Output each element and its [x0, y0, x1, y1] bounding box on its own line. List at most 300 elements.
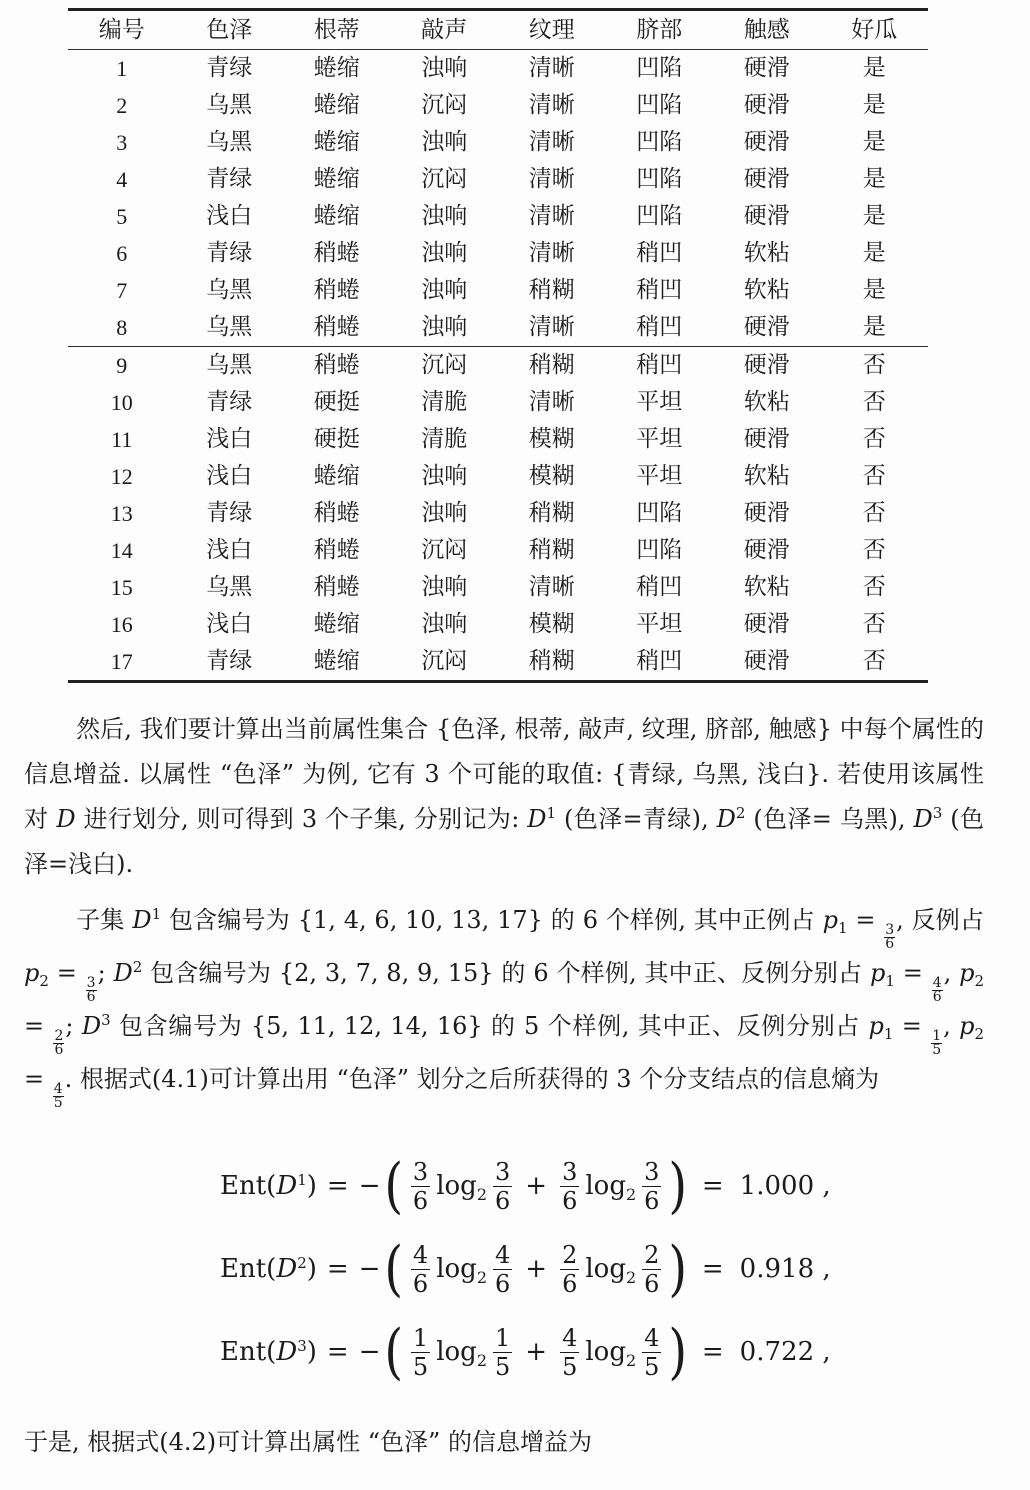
inline-fraction: [53, 1030, 64, 1057]
cell-good: 否: [862, 389, 886, 415]
ent-close: ): [306, 1171, 317, 1201]
cell-sound: 浊响: [421, 314, 468, 340]
denominator: 6: [562, 1186, 578, 1215]
cell-color: 青绿: [206, 240, 253, 266]
table-row: [68, 643, 928, 682]
text-segment: 然后, 我们要计算出当前属性集合 {色泽, 根蒂, 敲声, 纹理, 脐部, 触感} 中每个属性的信息增益. 以属性 “色泽” 为例, 它有 3 个可能的取值: {青绿, 乌黑, 浅白}. 若使用该属性对: [24, 715, 984, 833]
cell-root: 蜷缩: [313, 648, 360, 674]
cell-root: 稍蜷: [313, 537, 360, 563]
text-segment: (色泽=青绿),: [556, 805, 717, 833]
equals: =: [847, 906, 884, 934]
cell-navel: 凹陷: [636, 129, 683, 155]
table-row: [68, 161, 928, 198]
cell-color: 浅白: [206, 426, 253, 452]
numerator: 4: [412, 1240, 429, 1269]
equals: =: [701, 1254, 724, 1284]
math-p2: p: [959, 1012, 975, 1040]
fraction: [642, 1241, 661, 1298]
table-row: [68, 87, 928, 124]
ent-func: Ent(: [220, 1171, 277, 1201]
equation-lhs: [220, 1171, 317, 1201]
cell-touch: 软粘: [743, 574, 790, 600]
numerator: 4: [562, 1323, 578, 1352]
math-D2: D: [113, 959, 133, 987]
text-segment: 进行划分, 则可得到 3 个子集, 分别记为:: [75, 805, 528, 833]
fraction: [560, 1158, 579, 1215]
cell-good: 是: [862, 92, 886, 118]
cell-id: 7: [116, 278, 128, 303]
equals: =: [24, 1065, 52, 1093]
cell-navel: 凹陷: [636, 92, 683, 118]
cell-texture: 稍糊: [528, 500, 575, 526]
denominator: 6: [885, 936, 895, 952]
equals: =: [893, 1012, 931, 1040]
denominator: 5: [53, 1095, 63, 1111]
cell-id: 2: [116, 93, 128, 118]
math-p2: p: [24, 959, 40, 987]
subscript: 2: [974, 972, 984, 990]
cell-touch: 硬滑: [743, 648, 790, 674]
cell-navel: 平坦: [636, 611, 683, 637]
text-segment: . 根据式(4.1)可计算出用 “色泽” 划分之后所获得的 3 个分支结点的信息熵为: [64, 1065, 880, 1093]
cell-sound: 浊响: [421, 463, 468, 489]
header-good: 好瓜: [851, 16, 898, 43]
subscript: 2: [974, 1025, 984, 1043]
cell-sound: 清脆: [421, 426, 468, 452]
cell-color: 青绿: [206, 648, 253, 674]
cell-good: 否: [862, 352, 886, 378]
cell-color: 乌黑: [206, 352, 253, 378]
cell-id: 6: [116, 241, 128, 266]
cell-good: 否: [862, 574, 886, 600]
numerator: 3: [86, 975, 96, 991]
log-text: log: [436, 1254, 477, 1284]
denominator: 5: [932, 1042, 942, 1058]
log-operator: [585, 1337, 637, 1370]
cell-root: 蜷缩: [313, 611, 360, 637]
ent-func: Ent(: [220, 1337, 277, 1367]
subscript: 1: [883, 1025, 894, 1043]
table-row: [68, 272, 928, 309]
paragraph-gain: [24, 1420, 984, 1465]
cell-good: 否: [862, 648, 886, 674]
cell-good: 是: [862, 203, 886, 229]
cell-touch: 硬滑: [743, 203, 790, 229]
equals: =: [326, 1337, 349, 1367]
log-operator: [585, 1254, 637, 1287]
cell-id: 4: [116, 167, 128, 192]
cell-sound: 沉闷: [421, 648, 468, 674]
math-D1: D: [132, 906, 152, 934]
cell-good: 是: [862, 55, 886, 81]
log-operator: [436, 1171, 487, 1204]
table-row: [68, 198, 928, 235]
cell-touch: 硬滑: [743, 55, 790, 81]
cell-sound: 浊响: [421, 129, 468, 155]
fraction: [411, 1241, 430, 1298]
ent-close: ): [306, 1254, 317, 1284]
fraction: [493, 1158, 512, 1215]
math-D2: D: [716, 805, 736, 833]
cell-color: 乌黑: [206, 314, 253, 340]
cell-color: 青绿: [206, 55, 253, 81]
numerator: 3: [644, 1157, 660, 1186]
cell-id: 9: [116, 353, 128, 378]
cell-texture: 清晰: [528, 55, 575, 81]
cell-id: 8: [116, 315, 128, 340]
superscript: 1: [546, 804, 557, 822]
cell-root: 蜷缩: [313, 203, 360, 229]
cell-root: 蜷缩: [313, 55, 360, 81]
header-sound: 敲声: [421, 16, 468, 43]
equals: =: [48, 959, 85, 987]
text-segment: (色泽=浅白).: [24, 805, 984, 878]
denominator: 5: [562, 1352, 578, 1381]
denominator: 6: [412, 1186, 429, 1215]
cell-touch: 硬滑: [743, 537, 790, 563]
table-row: [68, 384, 928, 421]
cell-navel: 平坦: [636, 463, 683, 489]
header-root: 根蒂: [313, 16, 360, 43]
numerator: 4: [644, 1323, 660, 1352]
left-paren: (: [384, 1234, 404, 1304]
log-operator: [436, 1254, 487, 1287]
denominator: 6: [412, 1269, 429, 1298]
right-paren: ): [668, 1234, 688, 1304]
log-base: 2: [476, 1185, 487, 1204]
cell-root: 稍蜷: [313, 277, 360, 303]
minus-sign: −: [358, 1254, 381, 1284]
header-color: 色泽: [206, 16, 253, 43]
math-p1: p: [822, 906, 838, 934]
header-touch: 触感: [743, 16, 790, 43]
left-paren: (: [384, 1317, 404, 1387]
cell-good: 否: [862, 611, 886, 637]
plus-sign: +: [525, 1254, 548, 1284]
table-row: [68, 50, 928, 88]
cell-root: 蜷缩: [313, 166, 360, 192]
log-text: log: [585, 1171, 626, 1201]
fraction: [642, 1324, 661, 1381]
cell-root: 蜷缩: [313, 463, 360, 489]
text-segment: 包含编号为 {1, 4, 6, 10, 13, 17} 的 6 个样例, 其中正例占: [161, 906, 823, 934]
fraction: [411, 1324, 430, 1381]
text-segment: ;: [97, 959, 114, 987]
cell-id: 13: [110, 501, 133, 526]
superscript: 3: [297, 1337, 307, 1355]
cell-root: 稍蜷: [313, 314, 360, 340]
cell-color: 乌黑: [206, 129, 253, 155]
cell-color: 浅白: [206, 463, 253, 489]
cell-sound: 沉闷: [421, 537, 468, 563]
cell-sound: 浊响: [421, 203, 468, 229]
cell-color: 青绿: [206, 166, 253, 192]
table-row: [68, 495, 928, 532]
cell-id: 1: [116, 56, 128, 81]
numerator: 1: [495, 1323, 511, 1352]
cell-navel: 凹陷: [636, 55, 683, 81]
equals: =: [326, 1254, 349, 1284]
cell-root: 蜷缩: [313, 92, 360, 118]
cell-texture: 稍糊: [528, 648, 575, 674]
denominator: 6: [86, 989, 96, 1005]
numerator: 4: [495, 1240, 511, 1269]
equals: =: [701, 1337, 724, 1367]
entropy-equation: [220, 1150, 831, 1222]
cell-texture: 稍糊: [528, 352, 575, 378]
math-D1: D: [527, 805, 547, 833]
superscript: 3: [101, 1011, 111, 1029]
cell-texture: 清晰: [528, 203, 575, 229]
inline-fraction: [86, 977, 97, 1004]
table-row: [68, 421, 928, 458]
text-segment: 于是, 根据式(4.2)可计算出属性 “色泽” 的信息增益为: [24, 1428, 592, 1456]
numerator: 1: [932, 1028, 942, 1044]
equals: =: [24, 1012, 53, 1040]
cell-navel: 稍凹: [636, 314, 683, 340]
subscript: 1: [837, 919, 848, 937]
cell-touch: 软粘: [743, 277, 790, 303]
text-segment: ;: [65, 1012, 82, 1040]
cell-sound: 浊响: [421, 277, 468, 303]
numerator: 4: [53, 1081, 63, 1097]
cell-good: 否: [862, 426, 886, 452]
table-row: [68, 235, 928, 272]
equation-lhs: [220, 1254, 317, 1284]
text-segment: 包含编号为 {5, 11, 12, 14, 16} 的 5 个样例, 其中正、反例分别占: [110, 1012, 869, 1040]
table-row: [68, 309, 928, 347]
denominator: 6: [495, 1269, 511, 1298]
math-D: D: [276, 1254, 298, 1284]
log-text: log: [585, 1337, 626, 1367]
right-paren: ): [668, 1317, 688, 1387]
denominator: 5: [495, 1352, 511, 1381]
numerator: 2: [54, 1028, 64, 1044]
denominator: 6: [644, 1269, 660, 1298]
cell-navel: 凹陷: [636, 203, 683, 229]
denominator: 6: [932, 989, 942, 1005]
cell-touch: 软粘: [743, 240, 790, 266]
inline-fraction: [932, 977, 943, 1004]
superscript: 2: [297, 1254, 307, 1272]
cell-color: 浅白: [206, 611, 253, 637]
table-header-row: [68, 10, 928, 50]
minus-sign: −: [358, 1171, 381, 1201]
math-D3: D: [913, 805, 933, 833]
header-navel: 脐部: [636, 16, 683, 43]
cell-sound: 清脆: [421, 389, 468, 415]
text-segment: 子集: [76, 906, 133, 934]
cell-navel: 凹陷: [636, 166, 683, 192]
superscript: 2: [132, 958, 143, 976]
numerator: 1: [412, 1323, 429, 1352]
cell-touch: 硬滑: [743, 92, 790, 118]
cell-texture: 清晰: [528, 389, 575, 415]
math-D: D: [276, 1337, 298, 1367]
subscript: 1: [885, 972, 895, 990]
cell-good: 否: [862, 537, 886, 563]
fraction: [493, 1324, 512, 1381]
table-row: [68, 124, 928, 161]
cell-touch: 软粘: [743, 389, 790, 415]
cell-sound: 沉闷: [421, 352, 468, 378]
cell-texture: 清晰: [528, 129, 575, 155]
cell-root: 硬挺: [313, 389, 360, 415]
fraction: [411, 1158, 430, 1215]
cell-texture: 稍糊: [528, 537, 575, 563]
left-paren: (: [384, 1151, 404, 1221]
fraction: [560, 1241, 579, 1298]
cell-navel: 稍凹: [636, 648, 683, 674]
paragraph-subsets: [24, 898, 984, 1110]
header-texture: 纹理: [528, 16, 575, 43]
cell-texture: 清晰: [528, 166, 575, 192]
cell-good: 是: [862, 166, 886, 192]
entropy-result: 1.000 ,: [739, 1171, 831, 1201]
fraction: [493, 1241, 512, 1298]
cell-touch: 软粘: [743, 463, 790, 489]
cell-id: 5: [116, 204, 128, 229]
inline-fraction: [931, 1030, 942, 1057]
cell-sound: 浊响: [421, 55, 468, 81]
cell-good: 是: [862, 314, 886, 340]
numerator: 3: [412, 1157, 429, 1186]
cell-color: 浅白: [206, 537, 253, 563]
log-base: 2: [625, 1351, 637, 1370]
cell-navel: 稍凹: [636, 574, 683, 600]
cell-root: 稍蜷: [313, 500, 360, 526]
text-segment: , 反例占: [896, 906, 984, 934]
math-D: D: [276, 1171, 298, 1201]
denominator: 5: [412, 1352, 429, 1381]
cell-touch: 硬滑: [743, 129, 790, 155]
entropy-equation: [220, 1316, 831, 1388]
cell-id: 16: [110, 612, 133, 637]
table-body: [68, 50, 928, 682]
text-segment: (色泽= 乌黑),: [745, 805, 914, 833]
log-operator: [585, 1171, 637, 1204]
equals: =: [894, 959, 931, 987]
log-base: 2: [625, 1268, 637, 1287]
cell-root: 硬挺: [313, 426, 360, 452]
log-base: 2: [476, 1351, 487, 1370]
cell-texture: 模糊: [528, 426, 575, 452]
cell-color: 青绿: [206, 389, 253, 415]
cell-sound: 浊响: [421, 240, 468, 266]
cell-touch: 硬滑: [743, 352, 790, 378]
cell-root: 稍蜷: [313, 574, 360, 600]
cell-texture: 模糊: [528, 463, 575, 489]
numerator: 3: [562, 1157, 578, 1186]
equals: =: [326, 1171, 349, 1201]
plus-sign: +: [525, 1171, 548, 1201]
denominator: 6: [495, 1186, 511, 1215]
cell-color: 乌黑: [206, 574, 253, 600]
cell-texture: 清晰: [528, 574, 575, 600]
numerator: 2: [562, 1240, 578, 1269]
cell-root: 稍蜷: [313, 352, 360, 378]
watermelon-dataset-table: [68, 8, 928, 683]
plus-sign: +: [525, 1337, 548, 1367]
cell-sound: 浊响: [421, 574, 468, 600]
cell-id: 14: [110, 538, 133, 563]
table-row: [68, 569, 928, 606]
entropy-equation: [220, 1233, 831, 1305]
ent-close: ): [306, 1337, 317, 1367]
math-p1: p: [870, 959, 886, 987]
cell-navel: 平坦: [636, 389, 683, 415]
denominator: 6: [644, 1186, 660, 1215]
cell-navel: 凹陷: [636, 537, 683, 563]
right-paren: ): [668, 1151, 688, 1221]
log-text: log: [585, 1254, 626, 1284]
ent-func: Ent(: [220, 1254, 277, 1284]
math-p2: p: [959, 959, 975, 987]
subscript: 2: [39, 972, 49, 990]
numerator: 3: [885, 922, 895, 938]
cell-color: 乌黑: [206, 277, 253, 303]
cell-navel: 平坦: [636, 426, 683, 452]
inline-fraction: [884, 924, 895, 951]
cell-id: 12: [110, 464, 133, 489]
fraction: [642, 1158, 661, 1215]
text-segment: ,: [943, 1012, 960, 1040]
log-text: log: [436, 1171, 477, 1201]
cell-texture: 模糊: [528, 611, 575, 637]
denominator: 6: [562, 1269, 578, 1298]
header-id: 编号: [98, 16, 145, 43]
log-base: 2: [476, 1268, 487, 1287]
table-row: [68, 532, 928, 569]
cell-id: 3: [116, 130, 128, 155]
cell-navel: 凹陷: [636, 500, 683, 526]
cell-good: 否: [862, 500, 886, 526]
cell-touch: 硬滑: [743, 611, 790, 637]
log-base: 2: [625, 1185, 637, 1204]
cell-sound: 浊响: [421, 611, 468, 637]
cell-root: 蜷缩: [313, 129, 360, 155]
equation-lhs: [220, 1337, 317, 1367]
cell-touch: 硬滑: [743, 166, 790, 192]
minus-sign: −: [358, 1337, 381, 1367]
entropy-result: 0.722 ,: [739, 1337, 831, 1367]
fraction: [560, 1324, 579, 1381]
table-row: [68, 347, 928, 385]
math-p1: p: [868, 1012, 884, 1040]
superscript: 1: [297, 1171, 307, 1189]
cell-good: 是: [862, 129, 886, 155]
inline-fraction: [53, 1083, 64, 1110]
cell-texture: 清晰: [528, 240, 575, 266]
paragraph-intro: [24, 707, 984, 887]
cell-id: 17: [110, 649, 133, 674]
cell-texture: 稍糊: [528, 277, 575, 303]
cell-good: 是: [862, 277, 886, 303]
cell-touch: 硬滑: [743, 426, 790, 452]
denominator: 6: [54, 1042, 64, 1058]
cell-touch: 硬滑: [743, 314, 790, 340]
cell-color: 青绿: [206, 500, 253, 526]
cell-id: 10: [110, 390, 133, 415]
numerator: 2: [644, 1240, 660, 1269]
text-segment: ,: [943, 959, 960, 987]
entropy-result: 0.918 ,: [739, 1254, 831, 1284]
cell-sound: 沉闷: [421, 166, 468, 192]
table-row: [68, 606, 928, 643]
cell-good: 是: [862, 240, 886, 266]
superscript: 1: [151, 905, 162, 923]
numerator: 3: [495, 1157, 511, 1186]
